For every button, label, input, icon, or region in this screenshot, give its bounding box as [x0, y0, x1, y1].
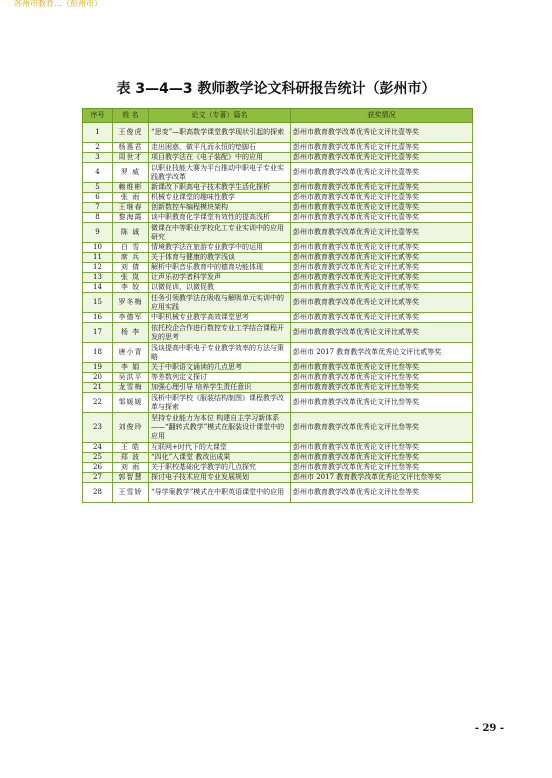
cell-name: 张 岚	[113, 273, 149, 283]
cell-name: 龙雪梅	[113, 383, 149, 393]
table-row	[83, 183, 473, 193]
cell-no: 5	[83, 183, 113, 193]
cell-paper: 互联网+时代下的大课堂	[149, 443, 291, 453]
cell-name: 赖维彬	[113, 183, 149, 193]
cell-name: 张 雨	[113, 193, 149, 203]
cell-paper: “导学案教学”模式在中职英语课堂中的应用	[149, 483, 291, 503]
cell-no: 2	[83, 143, 113, 153]
table-row	[83, 163, 473, 183]
cell-paper: 解析中职音乐教育中的德育功能体现	[149, 263, 291, 273]
cell-paper: 创新数控车编程模块架构	[149, 203, 291, 213]
table-row	[83, 263, 473, 273]
cell-name: 李 姣	[113, 283, 149, 293]
page-number: - 29 -	[474, 723, 504, 734]
cell-name: 刘俊玲	[113, 413, 149, 443]
cell-name: 唐小青	[113, 343, 149, 363]
cell-paper: 让声乐初学者科学发声	[149, 273, 291, 283]
column-header-award: 获奖情况	[291, 109, 473, 123]
cell-name: 吴洪平	[113, 373, 149, 383]
cell-no: 25	[83, 453, 113, 463]
cell-name: 罗冬梅	[113, 293, 149, 313]
cell-no: 18	[83, 343, 113, 363]
cell-award: 彭州市教育教学改革优秀论文评比壹等奖	[291, 193, 473, 203]
cell-no: 19	[83, 363, 113, 373]
awards-table	[82, 108, 473, 503]
cell-name: 刘 倩	[113, 263, 149, 273]
table-row	[83, 243, 473, 253]
cell-paper: 浅谈提高中职电子专业教学效率的方法与策略	[149, 343, 291, 363]
table-body	[83, 123, 473, 503]
cell-award: 彭州市 2017 教育教学改革优秀论文评比叁等奖	[291, 473, 473, 483]
cell-award: 彭州市教育教学改革优秀论文评比贰等奖	[291, 273, 473, 283]
cell-paper: 微课在中等职业学校化工专业实训中的应用研究	[149, 223, 291, 243]
cell-no: 7	[83, 203, 113, 213]
cell-no: 24	[83, 443, 113, 453]
header-note: 苏州市教育…（彭州市）	[14, 0, 102, 8]
table-row	[83, 193, 473, 203]
cell-name: 邹媛媛	[113, 393, 149, 413]
table-row	[83, 453, 473, 463]
table-row	[83, 323, 473, 343]
table-row	[83, 283, 473, 293]
cell-no: 6	[83, 193, 113, 203]
column-header-no: 序号	[83, 109, 113, 123]
cell-name: 杨惠君	[113, 143, 149, 153]
cell-award: 彭州市教育教学改革优秀论文评比壹等奖	[291, 183, 473, 193]
cell-award: 彭州市教育教学改革优秀论文评比贰等奖	[291, 283, 473, 293]
cell-award: 彭州市教育教学改革优秀论文评比叁等奖	[291, 363, 473, 373]
cell-paper: 以微促训，以微促教	[149, 283, 291, 293]
cell-no: 13	[83, 273, 113, 283]
cell-no: 9	[83, 223, 113, 243]
table-row	[83, 343, 473, 363]
cell-paper: 等差数列定义探讨	[149, 373, 291, 383]
cell-paper: 以职业技能大赛为平台推动中职电子专业实践教学改革	[149, 163, 291, 183]
cell-award: 彭州市教育教学改革优秀论文评比叁等奖	[291, 483, 473, 503]
cell-paper: 机械专业课堂的趣味性教学	[149, 193, 291, 203]
cell-name: 陈 诚	[113, 223, 149, 243]
cell-paper: 项目教学法在《电子装配》中的应用	[149, 153, 291, 163]
cell-award: 彭州市教育教学改革优秀论文评比壹等奖	[291, 213, 473, 223]
table-row	[83, 413, 473, 443]
cell-award: 彭州市教育教学改革优秀论文评比叁等奖	[291, 463, 473, 473]
cell-award: 彭州市教育教学改革优秀论文评比叁等奖	[291, 383, 473, 393]
cell-paper: 谈中职教育化学课堂有效性的提高浅析	[149, 213, 291, 223]
cell-name: 黎海霞	[113, 213, 149, 223]
cell-paper: 情境教学法在旅游专业教学中的运用	[149, 243, 291, 253]
cell-no: 12	[83, 263, 113, 273]
table-row	[83, 153, 473, 163]
table-row	[83, 463, 473, 473]
cell-paper: “四化”入课堂 教改出成果	[149, 453, 291, 463]
cell-no: 23	[83, 413, 113, 443]
cell-award: 彭州市教育教学改革优秀论文评比叁等奖	[291, 453, 473, 463]
cell-award: 彭州市教育教学改革优秀论文评比叁等奖	[291, 373, 473, 383]
table-row	[83, 473, 473, 483]
cell-no: 28	[83, 483, 113, 503]
cell-award: 彭州市教育教学改革优秀论文评比壹等奖	[291, 203, 473, 213]
cell-name: 王雪娇	[113, 483, 149, 503]
cell-paper: 关于中职语文诵读的几点思考	[149, 363, 291, 373]
cell-name: 郭智慧	[113, 473, 149, 483]
column-header-paper: 论文（专著）篇名	[149, 109, 291, 123]
column-header-name: 姓 名	[113, 109, 149, 123]
cell-no: 11	[83, 253, 113, 263]
cell-award: 彭州市教育教学改革优秀论文评比贰等奖	[291, 263, 473, 273]
cell-paper: 关于体育与健康的教学浅谈	[149, 253, 291, 263]
cell-award: 彭州市教育教学改革优秀论文评比壹等奖	[291, 163, 473, 183]
cell-no: 22	[83, 393, 113, 413]
table-row	[83, 363, 473, 373]
cell-paper: 探讨电子技术应用专业发展规划	[149, 473, 291, 483]
cell-no: 21	[83, 383, 113, 393]
table-row	[83, 213, 473, 223]
cell-award: 彭州市教育教学改革优秀论文评比壹等奖	[291, 123, 473, 143]
cell-paper: 依托校企合作进行数控专业工学结合课程开发的思考	[149, 323, 291, 343]
cell-no: 4	[83, 163, 113, 183]
table-row	[83, 273, 473, 283]
table-row	[83, 373, 473, 383]
table-row	[83, 123, 473, 143]
cell-award: 彭州市教育教学改革优秀论文评比壹等奖	[291, 223, 473, 243]
cell-name: 王俊虎	[113, 123, 149, 143]
cell-award: 彭州市教育教学改革优秀论文评比叁等奖	[291, 413, 473, 443]
cell-paper: 新课改下职高电子技术教学生活化探析	[149, 183, 291, 193]
table-header-row	[83, 109, 473, 123]
cell-no: 26	[83, 463, 113, 473]
cell-award: 彭州市教育教学改革优秀论文评比贰等奖	[291, 323, 473, 343]
cell-paper: 中职机械专业教学高效课堂思考	[149, 313, 291, 323]
cell-no: 14	[83, 283, 113, 293]
cell-paper: 关于职校基础化学教学的几点探究	[149, 463, 291, 473]
table-row	[83, 383, 473, 393]
table-row	[83, 393, 473, 413]
cell-no: 27	[83, 473, 113, 483]
table-row	[83, 223, 473, 243]
cell-no: 8	[83, 213, 113, 223]
cell-award: 彭州市教育教学改革优秀论文评比壹等奖	[291, 153, 473, 163]
cell-paper: 加强心理引导 培养学生责任意识	[149, 383, 291, 393]
cell-paper: 任务引领教学法在吸收与解吸单元实训中的应用实践	[149, 293, 291, 313]
cell-name: 郑 波	[113, 453, 149, 463]
cell-name: 李 娟	[113, 363, 149, 373]
table-title: 表 3—4—3 教师教学论文科研报告统计（彭州市）	[116, 81, 436, 97]
cell-no: 17	[83, 323, 113, 343]
cell-no: 20	[83, 373, 113, 383]
cell-award: 彭州市教育教学改革优秀论文评比贰等奖	[291, 253, 473, 263]
cell-award: 彭州市教育教学改革优秀论文评比贰等奖	[291, 243, 473, 253]
table-row	[83, 203, 473, 213]
cell-name: 罗 威	[113, 163, 149, 183]
table-row	[83, 293, 473, 313]
cell-no: 10	[83, 243, 113, 253]
cell-no: 15	[83, 293, 113, 313]
table-row	[83, 443, 473, 453]
cell-paper: 走出困惑，做平凡而永恒的垫脚石	[149, 143, 291, 153]
table-row	[83, 253, 473, 263]
cell-award: 彭州市教育教学改革优秀论文评比叁等奖	[291, 393, 473, 413]
cell-name: 席 兵	[113, 253, 149, 263]
table-row	[83, 313, 473, 323]
cell-award: 彭州市教育教学改革优秀论文评比贰等奖	[291, 313, 473, 323]
cell-name: 白 雪	[113, 243, 149, 253]
cell-no: 16	[83, 313, 113, 323]
cell-award: 彭州市 2017 教育教学改革优秀论文评比贰等奖	[291, 343, 473, 363]
cell-paper: 坚持专业能力为本位 构建自主学习新体系——“翻转式教学”模式在服装设计课堂中的应用	[149, 413, 291, 443]
cell-name: 王 皓	[113, 443, 149, 453]
cell-no: 1	[83, 123, 113, 143]
table-row	[83, 483, 473, 503]
cell-name: 刘 雨	[113, 463, 149, 473]
cell-name: 杨 李	[113, 323, 149, 343]
cell-paper: 浅析中职学校《服装结构制图》课程教学改革与探索	[149, 393, 291, 413]
cell-award: 彭州市教育教学改革优秀论文评比壹等奖	[291, 143, 473, 153]
cell-award: 彭州市教育教学改革优秀论文评比叁等奖	[291, 443, 473, 453]
cell-award: 彭州市教育教学改革优秀论文评比贰等奖	[291, 293, 473, 313]
cell-no: 3	[83, 153, 113, 163]
cell-name: 王继春	[113, 203, 149, 213]
cell-name: 李德军	[113, 313, 149, 323]
table-row	[83, 143, 473, 153]
cell-name: 周世才	[113, 153, 149, 163]
cell-paper: “思变”—职高数学课堂教学现状引起的探索	[149, 123, 291, 143]
